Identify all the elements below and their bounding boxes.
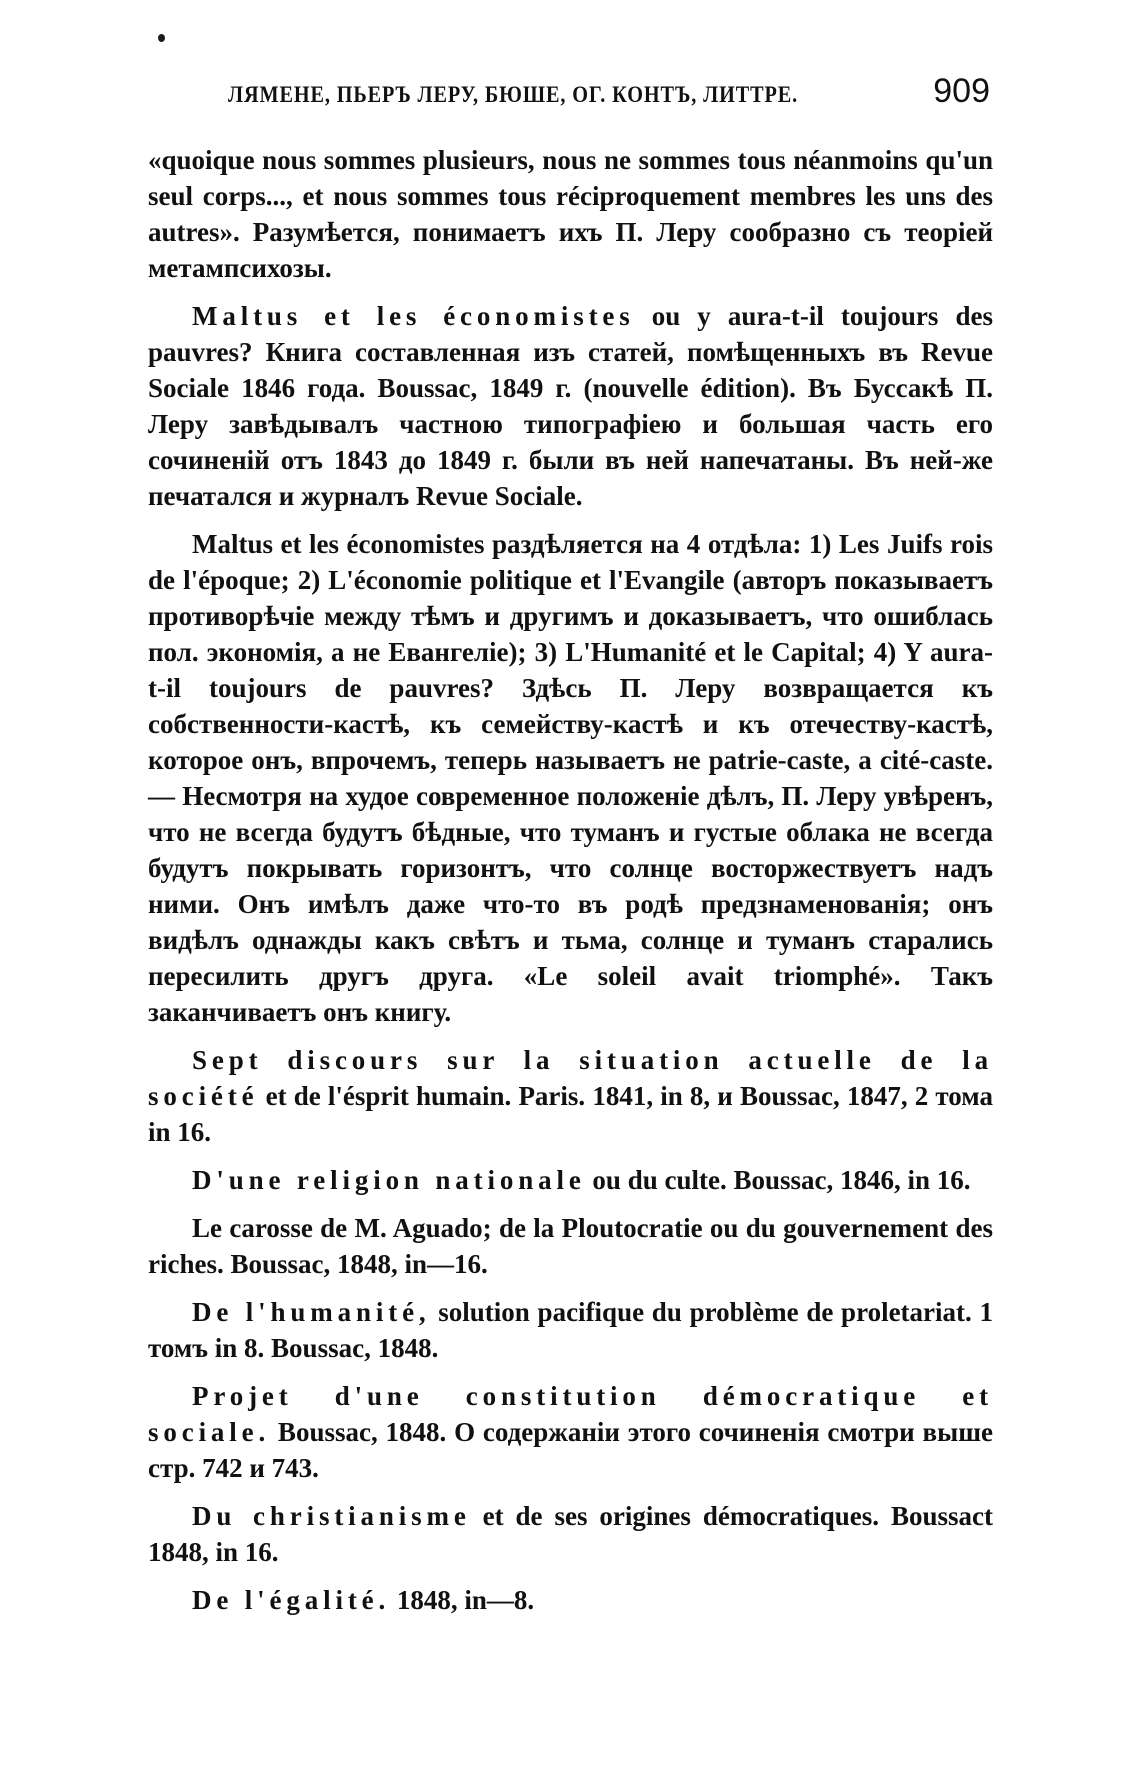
paragraph-body: «quoique nous sommes plusieurs, nous ne sommes tous néanmoins qu'un seul corps..., et nous sommes tous réciproquement membres les uns des autres». Разумѣется, понимаетъ ихъ П. Леру сообразно съ теоріей метампсихозы. [148, 145, 993, 283]
paragraph-body: et de ses origines démocratiques. Boussact 1848, in 16. [148, 1501, 993, 1567]
paragraph-maltus [148, 298, 993, 514]
paragraph-projet-constitution [148, 1378, 993, 1486]
paragraph-religion-nationale [148, 1162, 993, 1198]
text-block [148, 142, 993, 1630]
paragraph-maltus-sections [148, 526, 993, 1030]
ink-dot [158, 34, 165, 42]
running-head: ЛЯМЕНЕ, ПЬЕРЪ ЛЕРУ, БЮШЕ, ОГ. КОНТЪ, ЛИТТРЕ. [228, 82, 799, 107]
paragraph-body: solution pacifique du problème de proletariat. 1 томъ in 8. Boussac, 1848. [148, 1297, 994, 1363]
paragraph-title: De l'humanité, [192, 1297, 431, 1327]
paragraph-body: Boussac, 1848. О содержаніи этого сочиненія смотри выше стр. 742 и 743. [148, 1417, 993, 1483]
paragraph-title: Projet d'une constitution démocratique et sociale. [148, 1381, 993, 1447]
paragraph-body: et de l'ésprit humain. Paris. 1841, in 8, и Boussac, 1847, 2 тома in 16. [148, 1081, 993, 1147]
paragraph-title: Maltus et les économistes [192, 301, 635, 331]
page-number: 909 [933, 72, 990, 110]
paragraph-christianisme [148, 1498, 993, 1570]
paragraph-body: ou y aura-t-il toujours des pauvres? Книга составленная изъ статей, помѣщенныхъ въ Revue Sociale 1846 года. Boussac, 1849 г. (nouvelle édition). Въ Буссакѣ П. Леру завѣдывалъ частною типографіею и большая часть его сочиненій отъ 1843 до 1849 г. были въ ней напечатаны. Въ ней-же печатался и журналъ Revue Sociale. [148, 301, 993, 511]
page-header [148, 68, 992, 118]
paragraph-body: 1848, in—8. [390, 1585, 535, 1615]
paragraph-sept-discours [148, 1042, 993, 1150]
paragraph-title: Du christianisme [192, 1501, 471, 1531]
paragraph-body: ou du culte. Boussac, 1846, in 16. [585, 1165, 971, 1195]
paragraph-title: D'une religion nationale [192, 1165, 586, 1195]
paragraph-carosse [148, 1210, 993, 1282]
paragraph-metempsychosis [148, 142, 993, 286]
paragraph-title: Sept discours sur la situation actuelle de la société [148, 1045, 993, 1111]
paragraph-body: Le carosse de M. Aguado; de la Ploutocratie ou du gouvernement des riches. Boussac, 1848, in—16. [148, 1213, 993, 1279]
paragraph-humanite [148, 1294, 993, 1366]
paragraph-body: Maltus et les économistes раздѣляется на 4 отдѣла: 1) Les Juifs rois de l'époque; 2) L'économie politique et l'Evangile (авторъ показываетъ противорѣчіе между тѣмъ и другимъ и доказываетъ, что ошиблась пол. экономія, а не Евангеліе); 3) L'Humanité et le Capital; 4) Y aura-t-il toujours de pauvres? Здѣсь П. Леру возвращается къ собственности-кастѣ, къ семейству-кастѣ и къ отечеству-кастѣ, которое онъ, впрочемъ, теперь называетъ не patrie-caste, a cité-caste.— Несмотря на худое современное положеніе дѣлъ, П. Леру увѣренъ, что не всегда будутъ бѣдные, что туманъ и густые облака не всегда будутъ покрывать горизонтъ, что солнце восторжествуетъ надъ ними. Онъ имѣлъ даже что-то въ родѣ предзнаменованія; онъ видѣлъ однажды какъ свѣтъ и тьма, солнце и туманъ старались пересилить другъ друга. «Le soleil avait triomphé». Такъ заканчиваетъ онъ книгу. [148, 529, 993, 1027]
paragraph-egalite [148, 1582, 993, 1618]
paragraph-title: De l'égalité. [192, 1585, 391, 1615]
